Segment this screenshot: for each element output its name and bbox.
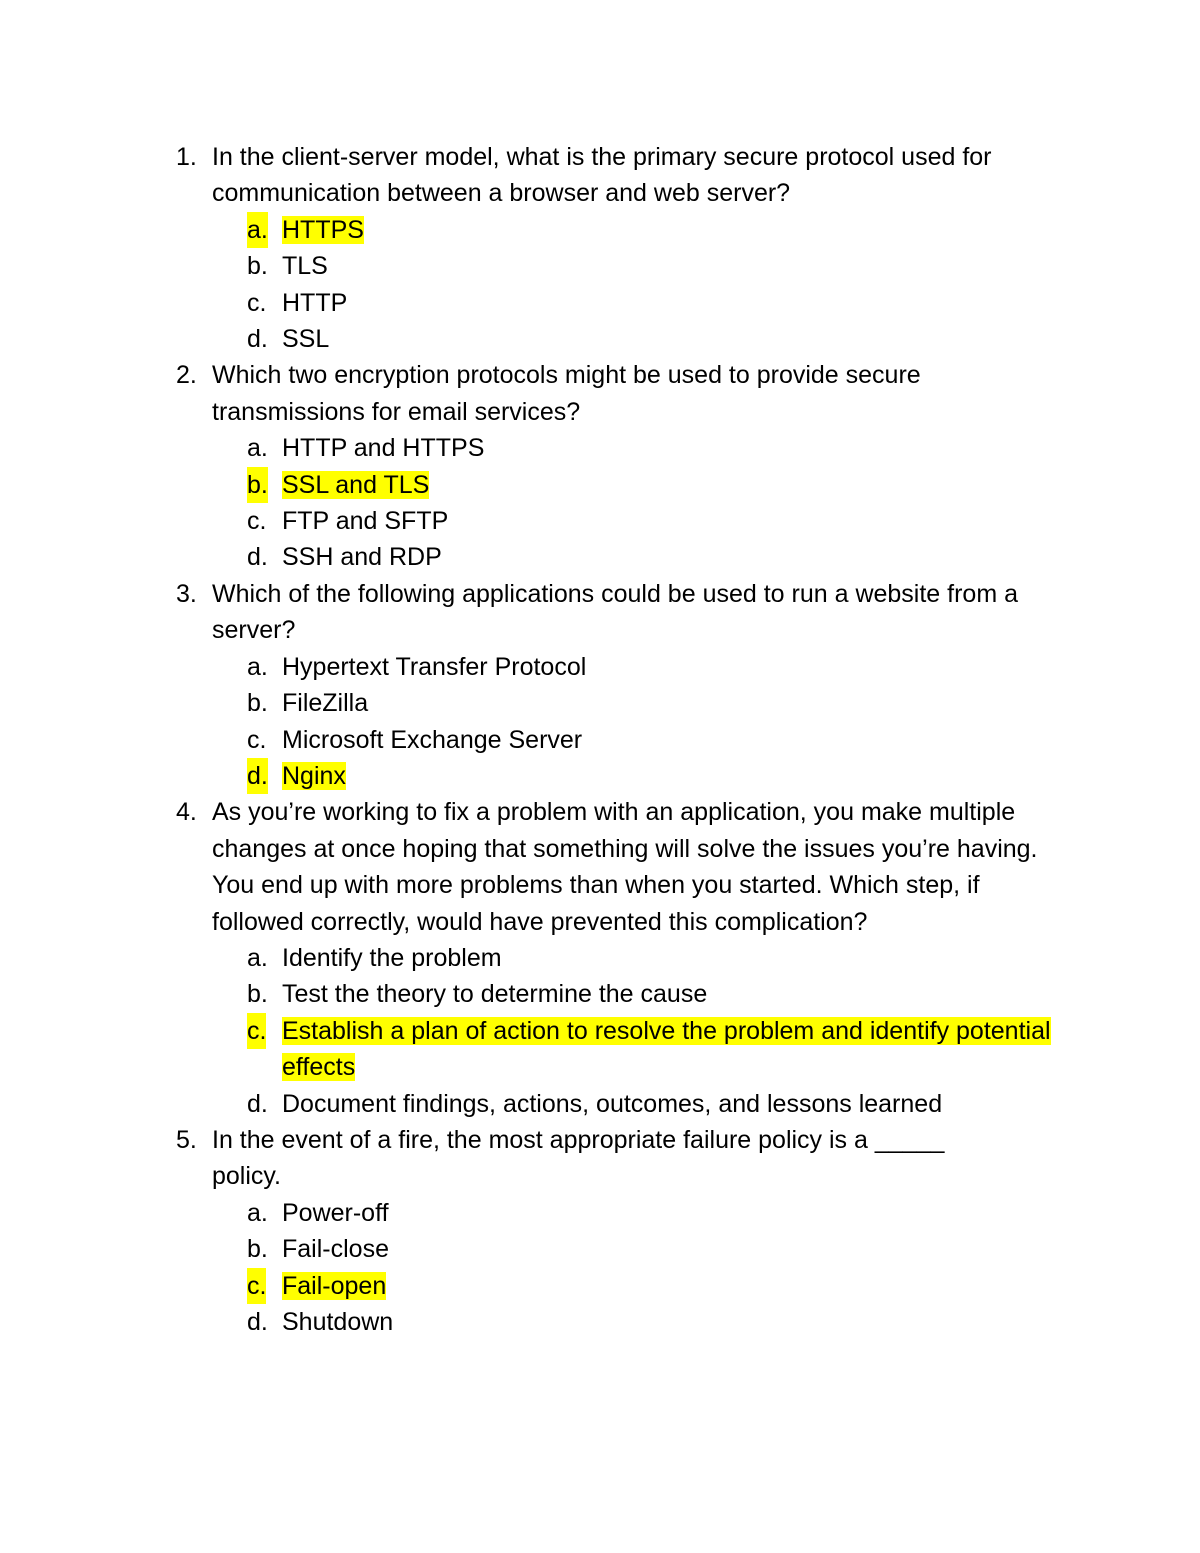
option-text: Identify the problem xyxy=(282,943,502,972)
option-1c xyxy=(212,285,1068,321)
option-4a xyxy=(212,940,1068,976)
question-number: 5. xyxy=(176,1125,197,1154)
option-3a xyxy=(212,649,1068,685)
option-2a xyxy=(212,430,1068,466)
option-letter: a. xyxy=(247,652,268,681)
option-letter: a. xyxy=(247,212,268,248)
option-text: Shutdown xyxy=(282,1308,394,1336)
option-text: SSL xyxy=(282,325,330,354)
option-text: Nginx xyxy=(282,761,346,790)
option-4d xyxy=(212,1086,1068,1122)
question-3 xyxy=(168,576,1068,794)
option-text: Power-off xyxy=(282,1198,389,1227)
question-list xyxy=(168,139,1068,1340)
option-text: Test the theory to determine the cause xyxy=(282,980,708,1009)
question-text: Which of the following applications could be used to run a website from a server? xyxy=(212,579,1019,645)
question-text: In the event of a fire, the most appropriate failure policy is a _____ policy. xyxy=(212,1125,945,1191)
option-list xyxy=(212,1195,1068,1341)
question-number: 3. xyxy=(176,579,197,608)
option-letter: d. xyxy=(247,1308,268,1336)
question-text: In the client-server model, what is the primary secure protocol used for communication between a browser and web server? xyxy=(212,143,992,208)
option-text: Fail-open xyxy=(282,1271,387,1300)
option-text: SSL and TLS xyxy=(282,470,430,499)
option-text: FileZilla xyxy=(282,689,369,718)
option-letter: c. xyxy=(247,1268,266,1304)
option-letter: c. xyxy=(247,288,267,317)
option-1a xyxy=(212,212,1068,248)
option-letter: d. xyxy=(247,325,268,354)
option-letter: d. xyxy=(247,543,268,572)
question-number: 1. xyxy=(176,143,197,171)
option-letter: b. xyxy=(247,689,268,718)
question-2 xyxy=(168,357,1068,575)
option-3b xyxy=(212,685,1068,721)
option-5b xyxy=(212,1231,1068,1267)
option-1b xyxy=(212,248,1068,284)
option-text: SSH and RDP xyxy=(282,543,442,572)
option-letter: c. xyxy=(247,725,267,754)
option-letter: a. xyxy=(247,434,268,463)
option-text: Establish a plan of action to resolve the problem and identify potential effects xyxy=(282,1016,1051,1082)
option-2b xyxy=(212,467,1068,503)
question-text: As you’re working to fix a problem with an application, you make multiple changes at once hoping that something will solve the issues you’re having. You end up with more problems than when you started. Which step, if followed correctly, would have prevented this complication? xyxy=(212,798,1038,936)
option-text: Microsoft Exchange Server xyxy=(282,725,583,754)
option-list xyxy=(212,212,1068,358)
option-letter: d. xyxy=(247,1089,268,1118)
option-text: HTTPS xyxy=(282,215,364,244)
option-letter: c. xyxy=(247,507,267,536)
question-number: 4. xyxy=(176,798,197,827)
option-2c xyxy=(212,503,1068,539)
option-text: TLS xyxy=(282,252,328,281)
option-5a xyxy=(212,1195,1068,1231)
option-text: HTTP and HTTPS xyxy=(282,434,485,463)
option-text: HTTP xyxy=(282,288,348,317)
question-4 xyxy=(168,794,1068,1122)
question-1 xyxy=(168,139,1068,357)
option-letter: a. xyxy=(247,943,268,972)
option-text: Hypertext Transfer Protocol xyxy=(282,652,587,681)
option-text: Document findings, actions, outcomes, and lessons learned xyxy=(282,1089,943,1118)
option-4c xyxy=(212,1013,1064,1086)
option-3d xyxy=(212,758,1068,794)
question-5 xyxy=(168,1122,1068,1340)
option-1d xyxy=(212,321,1068,357)
option-list xyxy=(212,940,1068,1122)
option-list xyxy=(212,430,1068,576)
option-2d xyxy=(212,539,1068,575)
option-letter: a. xyxy=(247,1198,268,1227)
option-3c xyxy=(212,722,1068,758)
option-letter: b. xyxy=(247,980,268,1009)
question-text: Which two encryption protocols might be used to provide secure transmissions for email services? xyxy=(212,361,921,426)
option-4b xyxy=(212,976,1068,1012)
option-text: Fail-close xyxy=(282,1235,389,1264)
option-letter: b. xyxy=(247,467,268,503)
option-letter: d. xyxy=(247,758,268,794)
option-text: FTP and SFTP xyxy=(282,507,449,536)
option-list xyxy=(212,649,1068,795)
option-letter: c. xyxy=(247,1013,266,1049)
option-5d xyxy=(212,1304,1068,1340)
option-letter: b. xyxy=(247,1235,268,1264)
option-5c xyxy=(212,1268,1068,1304)
question-number: 2. xyxy=(176,361,197,390)
option-letter: b. xyxy=(247,252,268,281)
